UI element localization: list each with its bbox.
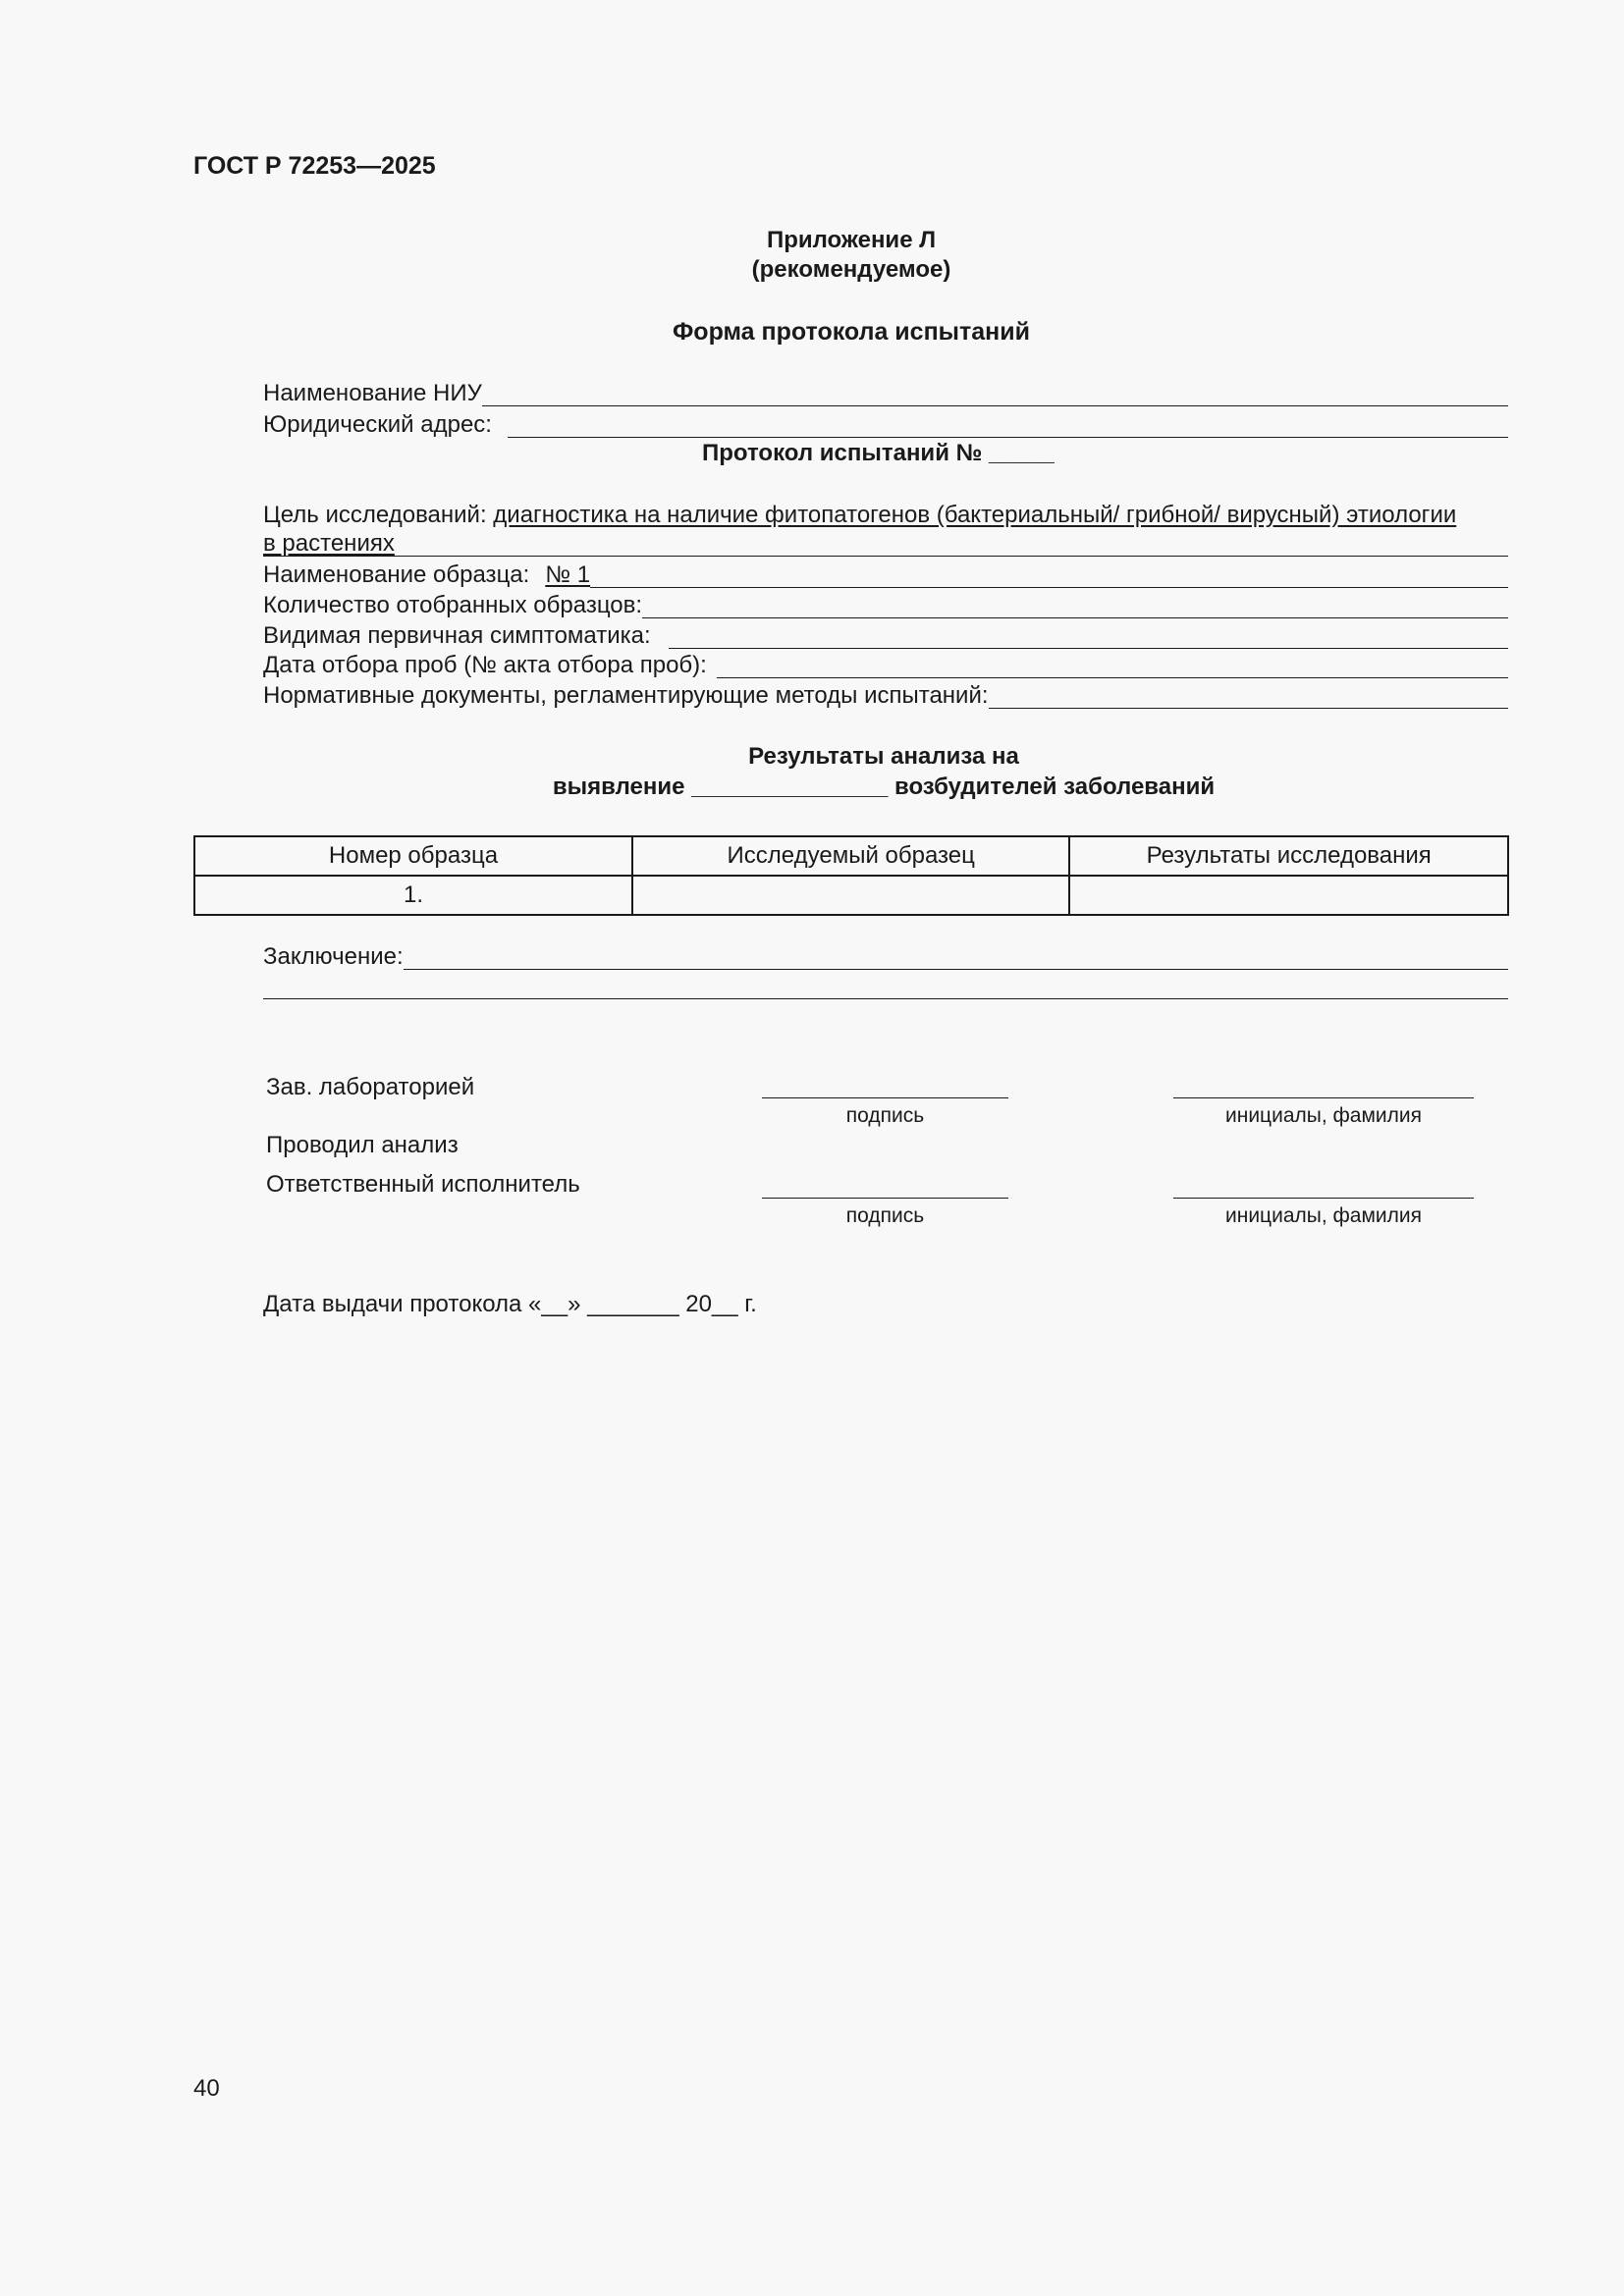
column-header: Результаты исследования [1069,836,1508,876]
document-standard-code: ГОСТ Р 72253—2025 [193,152,436,180]
conclusion-field[interactable] [404,945,1508,970]
conclusion-label: Заключение: [263,943,404,970]
signature-caption: подпись [845,1104,925,1127]
norm-docs-label: Нормативные документы, регламентирующие методы испытаний: [263,682,989,709]
table-cell[interactable] [632,876,1070,915]
table-cell[interactable] [1069,876,1508,915]
column-header: Номер образца [194,836,632,876]
responsible-name-field[interactable] [1173,1198,1474,1199]
sampling-date-field[interactable] [717,654,1508,678]
purpose-line-2 [263,530,395,558]
norm-docs-field[interactable] [989,684,1508,709]
sample-count-field[interactable] [642,594,1508,618]
column-header: Исследуемый образец [632,836,1070,876]
purpose-label: Цель исследований: [263,502,487,528]
sample-name-field[interactable] [590,563,1508,588]
appendix-title: Приложение Л [766,227,937,253]
conclusion-row [263,940,1508,970]
lab-head-signature-field[interactable] [762,1097,1008,1098]
signature-caption: подпись [845,1204,925,1227]
org-name-label: Наименование НИУ [263,380,482,406]
purpose-value-1: диагностика на наличие фитопатогенов (бактериальный/ грибной/ вирусный) этиологии [493,502,1457,528]
symptoms-row [263,619,1508,649]
purpose-value-2: в растениях [263,530,395,557]
table-cell[interactable]: 1. [194,876,632,915]
lab-head-name-field[interactable] [1173,1097,1474,1098]
results-table [193,835,1509,916]
sampling-date-label: Дата отбора проб (№ акта отбора проб): [263,652,707,678]
name-caption: инициалы, фамилия [1225,1104,1422,1127]
responsible-label: Ответственный исполнитель [266,1171,580,1198]
table-row [194,876,1508,915]
protocol-title: Протокол испытаний № _____ [702,440,1055,466]
sample-name-value: № 1 [545,561,591,588]
purpose-line-1 [263,502,1456,529]
name-caption: инициалы, фамилия [1225,1204,1422,1227]
purpose-underline [263,556,1508,557]
sample-count-row [263,589,1508,618]
results-heading-1: Результаты анализа на [748,743,1019,770]
sample-count-label: Количество отобранных образцов: [263,592,643,618]
table-header-row [194,836,1508,876]
org-address-label: Юридический адрес: [263,411,492,438]
org-name-row [263,377,1508,406]
org-address-field[interactable] [508,413,1508,438]
issue-date: Дата выдачи протокола «__» _______ 20__ г. [263,1291,757,1317]
symptoms-field[interactable] [669,624,1508,649]
norm-docs-row [263,679,1508,709]
sampling-date-row [263,649,1508,678]
results-heading-2: выявление _______________ возбудителей заболеваний [552,774,1216,800]
lab-head-label: Зав. лабораторией [266,1074,475,1100]
org-address-row [263,408,1508,438]
sample-name-label: Наименование образца: [263,561,530,588]
form-title: Форма протокола испытаний [672,318,1031,346]
sample-name-row [263,559,1508,588]
performed-label: Проводил анализ [266,1132,459,1158]
responsible-signature-field[interactable] [762,1198,1008,1199]
page-number: 40 [193,2075,220,2102]
conclusion-field-line-2[interactable] [263,998,1508,999]
org-name-field[interactable] [482,382,1508,406]
appendix-status: (рекомендуемое) [751,256,951,283]
symptoms-label: Видимая первичная симптоматика: [263,622,651,649]
